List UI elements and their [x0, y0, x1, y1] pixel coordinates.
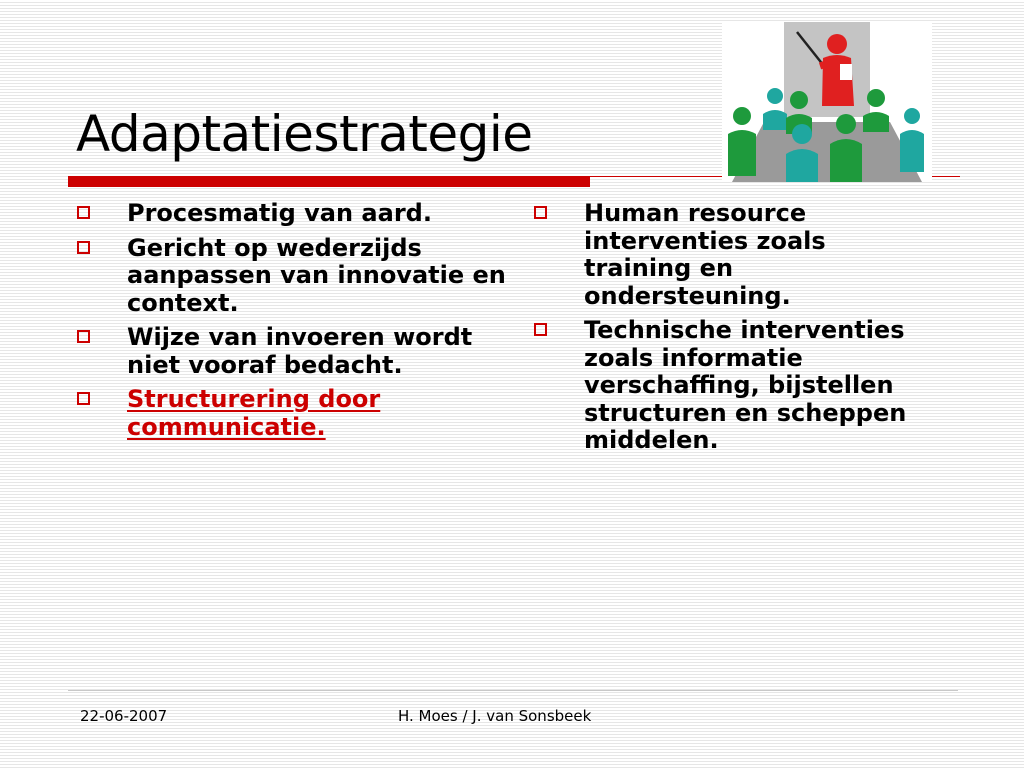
square-bullet-icon — [534, 323, 547, 336]
attendee-teal-right-head — [904, 108, 920, 124]
bullet-item — [533, 317, 923, 455]
square-bullet-icon — [534, 206, 547, 219]
presenter-body — [822, 55, 854, 106]
presenter-head — [827, 34, 847, 54]
footer-author: H. Moes / J. van Sonsbeek — [398, 707, 592, 725]
square-bullet-icon — [77, 392, 90, 405]
footer-date: 22-06-2007 — [80, 707, 168, 725]
attendee-green-front-head — [836, 114, 856, 134]
meeting-table — [732, 122, 922, 182]
right-bullet-list — [533, 200, 923, 462]
attendee-green-front-body — [830, 139, 862, 182]
attendee-green-back-left-head — [790, 91, 808, 109]
square-bullet-icon — [77, 241, 90, 254]
attendee-green-back-right-head — [867, 89, 885, 107]
footer-rule — [68, 690, 958, 691]
bullet-item — [76, 386, 516, 441]
attendee-green-left-body — [728, 130, 756, 176]
attendee-teal-front-head — [792, 124, 812, 144]
bullet-item — [533, 200, 923, 310]
bullet-text: Procesmatig van aard. — [127, 199, 432, 227]
title-underline-thick — [68, 176, 590, 187]
attendee-teal-back-left-head — [767, 88, 783, 104]
bullet-link-text[interactable]: Structurering door communicatie. — [127, 385, 381, 441]
bullet-text: Gericht op wederzijds aanpassen van innovatie en context. — [127, 233, 506, 317]
attendee-teal-back-left-body — [763, 110, 787, 130]
attendee-teal-right-body — [900, 130, 924, 172]
bullet-text: Human resource interventies zoals training en ondersteuning. — [584, 199, 826, 310]
square-bullet-icon — [77, 206, 90, 219]
attendee-green-back-right-body — [863, 112, 889, 132]
left-bullet-list — [76, 200, 516, 448]
square-bullet-icon — [77, 330, 90, 343]
bullet-item — [76, 200, 516, 228]
bullet-text: Wijze van invoeren wordt niet vooraf bedacht. — [127, 323, 473, 379]
bullet-text: Technische interventies zoals informatie verschaffing, bijstellen structuren en scheppen middelen. — [584, 316, 907, 454]
attendee-green-left-head — [733, 107, 751, 125]
presenter-paper — [840, 64, 852, 80]
slide-title: Adaptatiestrategie — [76, 105, 533, 163]
bullet-item — [76, 324, 516, 379]
bullet-item — [76, 235, 516, 318]
attendee-teal-front-body — [786, 149, 818, 182]
presentation-meeting-clipart — [722, 22, 932, 182]
presenter-arm — [820, 64, 826, 66]
